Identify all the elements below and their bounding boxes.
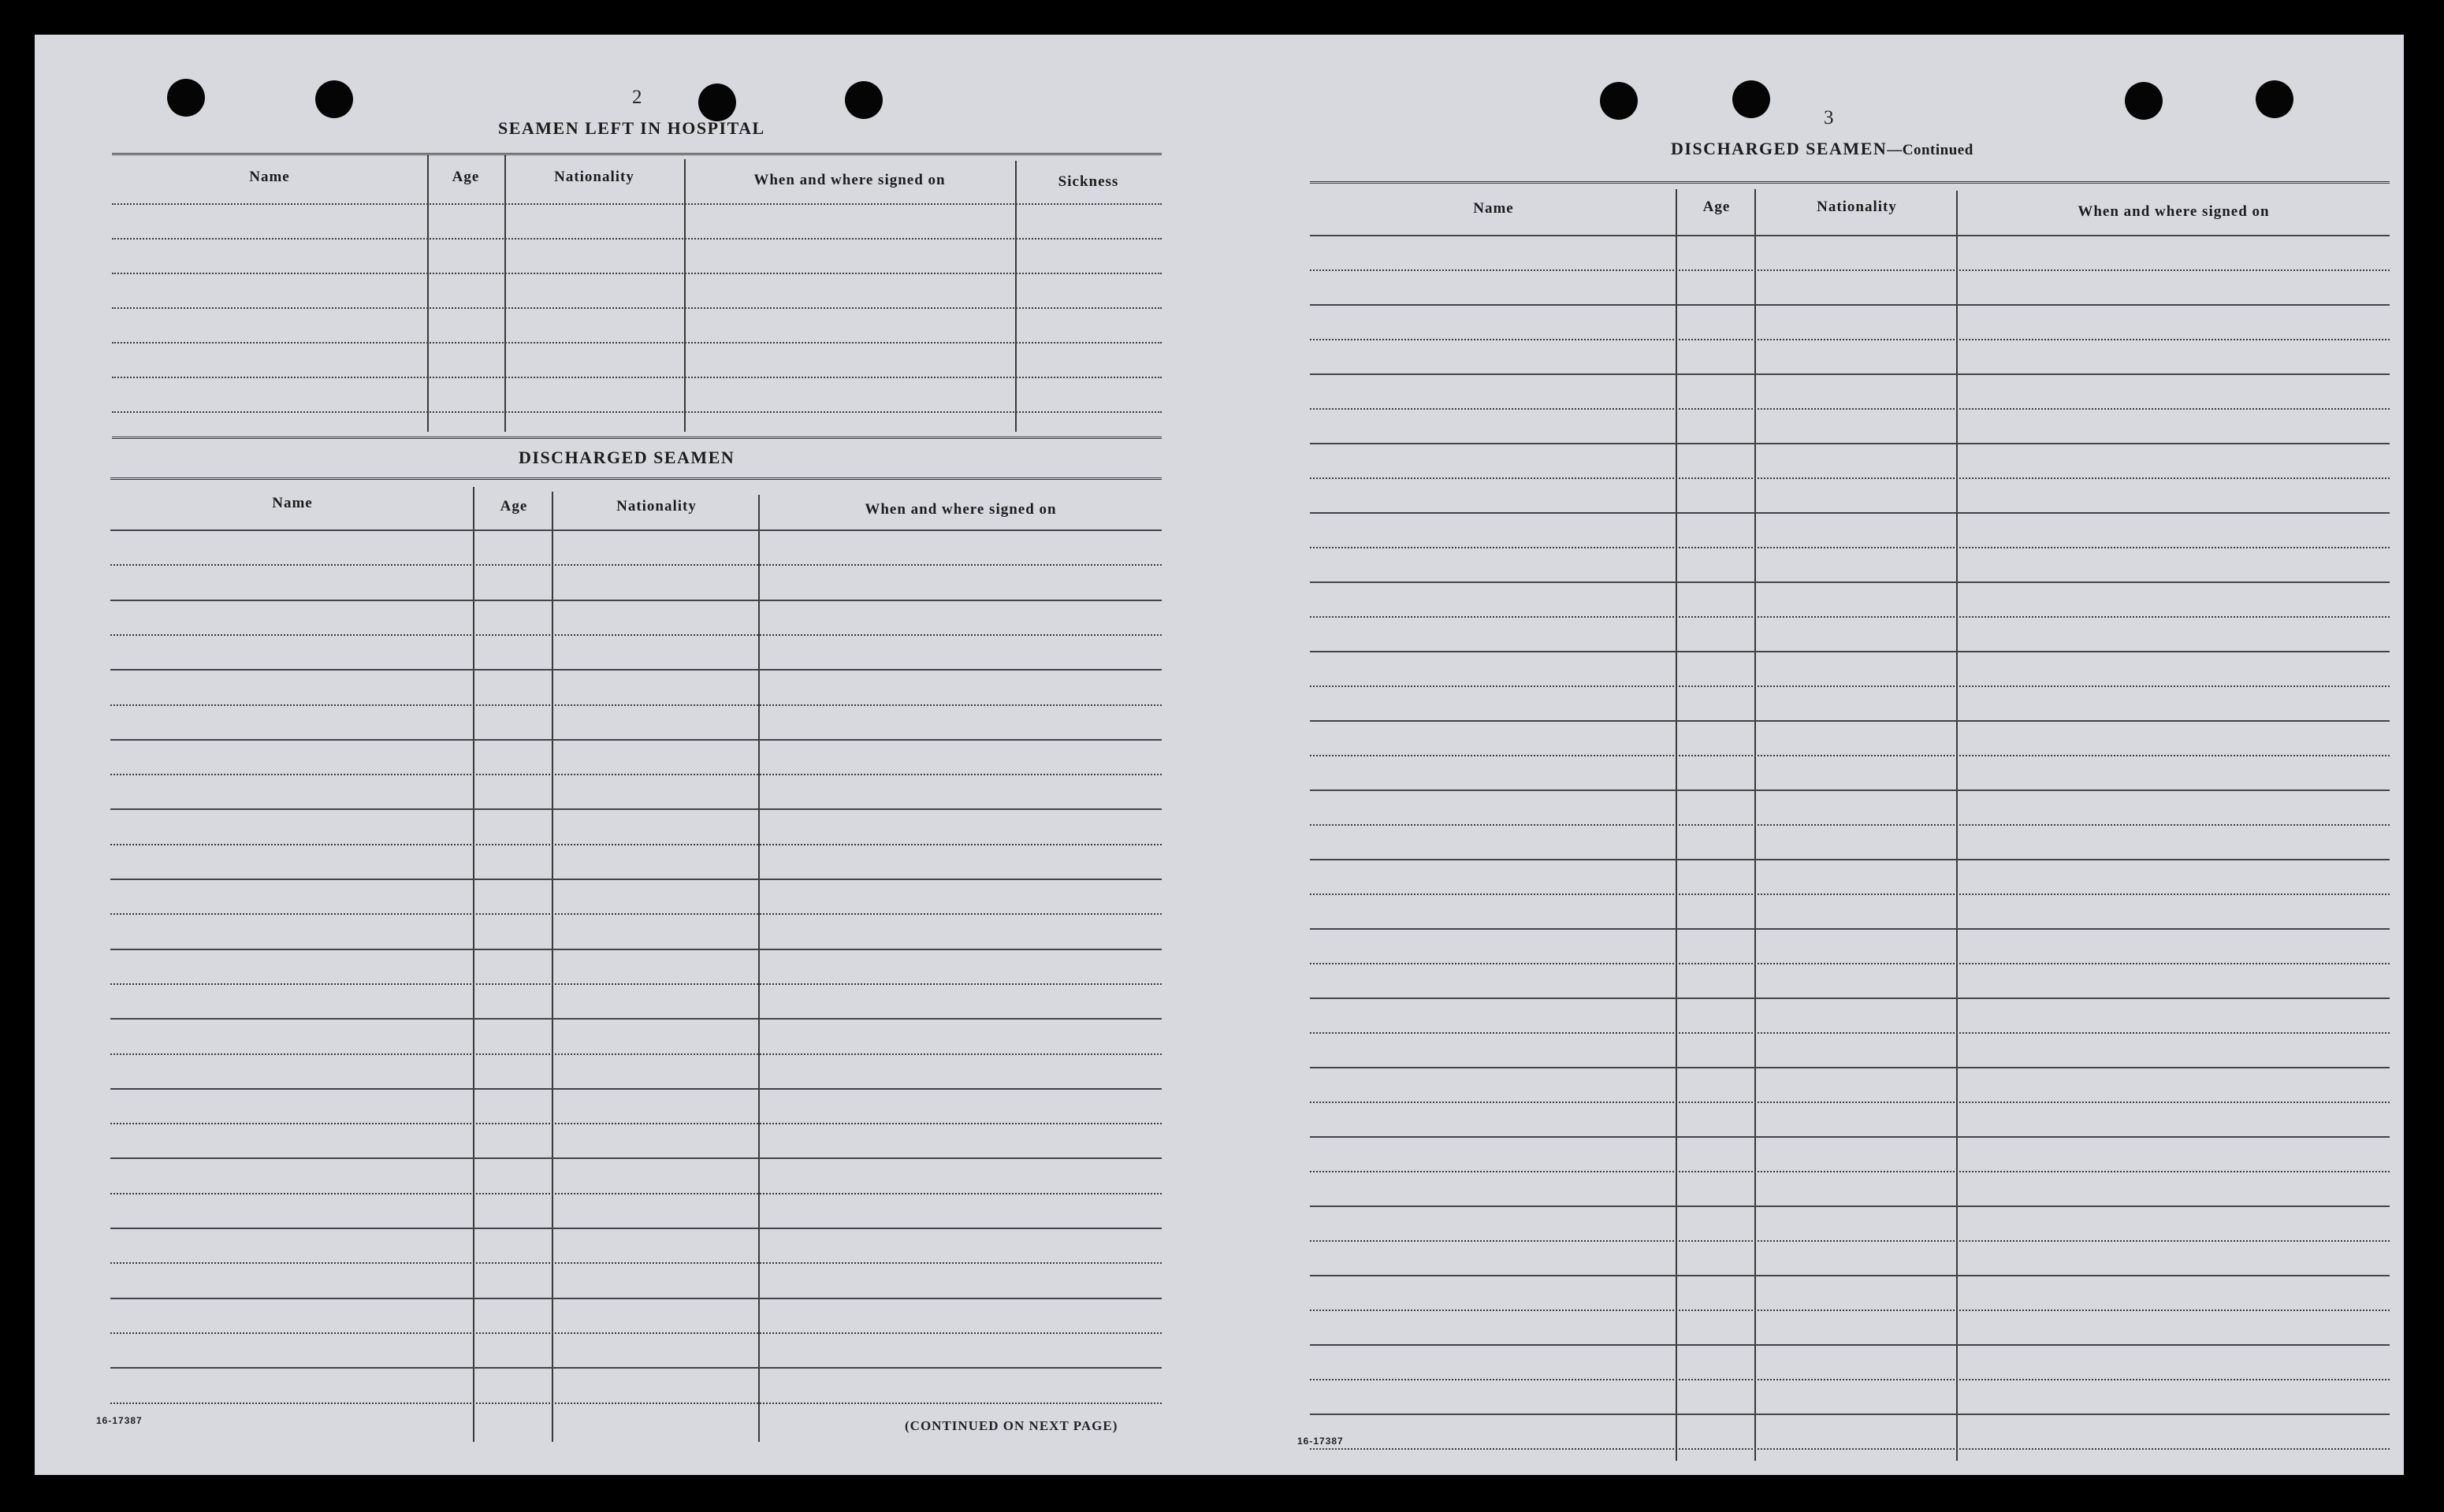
table-row-line: [112, 203, 1162, 205]
table-row-line: [1310, 1310, 2390, 1311]
punch-hole: [1600, 82, 1638, 120]
table-row-line: [110, 1123, 1162, 1124]
form-number-right: 16-17387: [1297, 1436, 1344, 1447]
table-row-line: [110, 913, 1162, 915]
table-row-line: [1310, 1414, 2390, 1415]
table-divider: [1015, 161, 1017, 432]
hospital-col-header-name: Name: [249, 169, 290, 185]
punch-hole: [167, 79, 205, 117]
continued-title-suffix: —Continued: [1887, 142, 1973, 158]
table-row-line: [1310, 512, 2390, 514]
table-row-line: [1310, 928, 2390, 930]
table-row-line: [1310, 1171, 2390, 1172]
hospital-col-header-nationality: Nationality: [554, 169, 634, 185]
table-row-line: [112, 238, 1162, 240]
table-row-line: [1310, 269, 2390, 271]
table-row-line: [1310, 373, 2390, 375]
page-number-left: 2: [632, 87, 642, 108]
table-row-line: [110, 704, 1162, 706]
table-row-line: [1310, 1067, 2390, 1068]
punch-hole: [315, 80, 353, 118]
table-row-line: [1310, 408, 2390, 410]
discharged-col-header-nationality: Nationality: [616, 498, 697, 515]
table-row-line: [1310, 1240, 2390, 1242]
table-divider: [427, 154, 429, 432]
table-row-line: [1310, 1032, 2390, 1034]
table-row-line: [112, 307, 1162, 309]
table-row-line: [112, 377, 1162, 378]
table-row-line: [1310, 339, 2390, 340]
table-row-line: [110, 844, 1162, 845]
table-row-line: [110, 808, 1162, 810]
table-row-line: [110, 1157, 1162, 1159]
table-row-line: [112, 411, 1162, 413]
discharged-table-top-rule: [110, 477, 1162, 480]
hospital-col-header-sickness: Sickness: [1058, 173, 1119, 190]
continued-col-header-name: Name: [1473, 200, 1514, 217]
table-row-line: [1310, 443, 2390, 444]
table-row-line: [1310, 304, 2390, 306]
table-row-line: [1310, 547, 2390, 548]
table-row-line: [1310, 1275, 2390, 1276]
hospital-col-header-age: Age: [452, 169, 480, 185]
table-row-line: [112, 273, 1162, 274]
table-row-line: [1310, 581, 2390, 583]
table-row-line: [110, 1298, 1162, 1299]
table-row-line: [110, 669, 1162, 671]
table-row-line: [110, 564, 1162, 566]
table-row-line: [110, 1367, 1162, 1369]
continued-col-header-age: Age: [1702, 199, 1731, 215]
punch-hole: [2256, 80, 2293, 118]
hospital-table-top-rule: [112, 153, 1162, 155]
table-row-line: [110, 879, 1162, 880]
table-divider: [504, 154, 506, 432]
table-row-line: [1310, 685, 2390, 687]
table-row-line: [110, 1193, 1162, 1194]
table-row-line: [110, 1088, 1162, 1090]
table-row-line: [110, 739, 1162, 741]
table-row-line: [1310, 1344, 2390, 1346]
table-divider: [758, 495, 760, 1442]
discharged-section-title: DISCHARGED SEAMEN: [519, 448, 735, 467]
continued-col-header-signed-on: When and where signed on: [2078, 203, 2270, 220]
table-divider: [1956, 191, 1958, 1461]
punch-hole: [845, 81, 883, 119]
table-row-line: [1310, 997, 2390, 999]
table-row-line: [1310, 1101, 2390, 1103]
hospital-table-bottom-rule: [112, 437, 1162, 439]
punch-hole: [1732, 80, 1770, 118]
table-row-line: [1310, 824, 2390, 826]
table-row-line: [110, 634, 1162, 636]
punch-hole: [698, 84, 736, 121]
table-row-line: [1310, 1448, 2390, 1450]
table-row-line: [110, 983, 1162, 985]
table-row-line: [110, 774, 1162, 775]
continued-note: (CONTINUED ON NEXT PAGE): [905, 1418, 1118, 1433]
ledger-sheet: [35, 35, 2404, 1475]
table-row-line: [1310, 616, 2390, 618]
continued-section-title: [1671, 139, 1973, 159]
discharged-col-header-name: Name: [272, 495, 313, 511]
table-row-line: [110, 529, 1162, 531]
table-row-line: [1310, 789, 2390, 791]
page-number-right: 3: [1824, 107, 1834, 128]
form-number-left: 16-17387: [96, 1415, 143, 1426]
table-row-line: [1310, 1379, 2390, 1380]
table-row-line: [1310, 477, 2390, 479]
hospital-section-title: SEAMEN LEFT IN HOSPITAL: [498, 118, 765, 138]
table-row-line: [110, 1018, 1162, 1020]
table-row-line: [1310, 859, 2390, 860]
table-row-line: [1310, 755, 2390, 756]
continued-title-main: DISCHARGED SEAMEN: [1671, 139, 1888, 158]
table-row-line: [1310, 651, 2390, 652]
table-row-line: [110, 1402, 1162, 1404]
table-row-line: [1310, 235, 2390, 236]
table-row-line: [1310, 963, 2390, 964]
table-row-line: [110, 1262, 1162, 1264]
punch-hole: [2125, 82, 2163, 120]
discharged-col-header-signed-on: When and where signed on: [865, 501, 1057, 518]
table-row-line: [1310, 1206, 2390, 1207]
discharged-col-header-age: Age: [500, 498, 528, 515]
continued-table-top-rule: [1310, 181, 2390, 184]
table-row-line: [1310, 893, 2390, 895]
table-row-line: [110, 949, 1162, 950]
table-divider: [684, 159, 686, 432]
hospital-col-header-signed-on: When and where signed on: [753, 172, 946, 188]
table-row-line: [110, 1228, 1162, 1229]
table-row-line: [1310, 1136, 2390, 1138]
table-row-line: [110, 600, 1162, 601]
table-row-line: [110, 1332, 1162, 1334]
table-row-line: [112, 342, 1162, 344]
continued-col-header-nationality: Nationality: [1817, 199, 1897, 215]
table-row-line: [110, 1053, 1162, 1055]
table-row-line: [1310, 720, 2390, 722]
